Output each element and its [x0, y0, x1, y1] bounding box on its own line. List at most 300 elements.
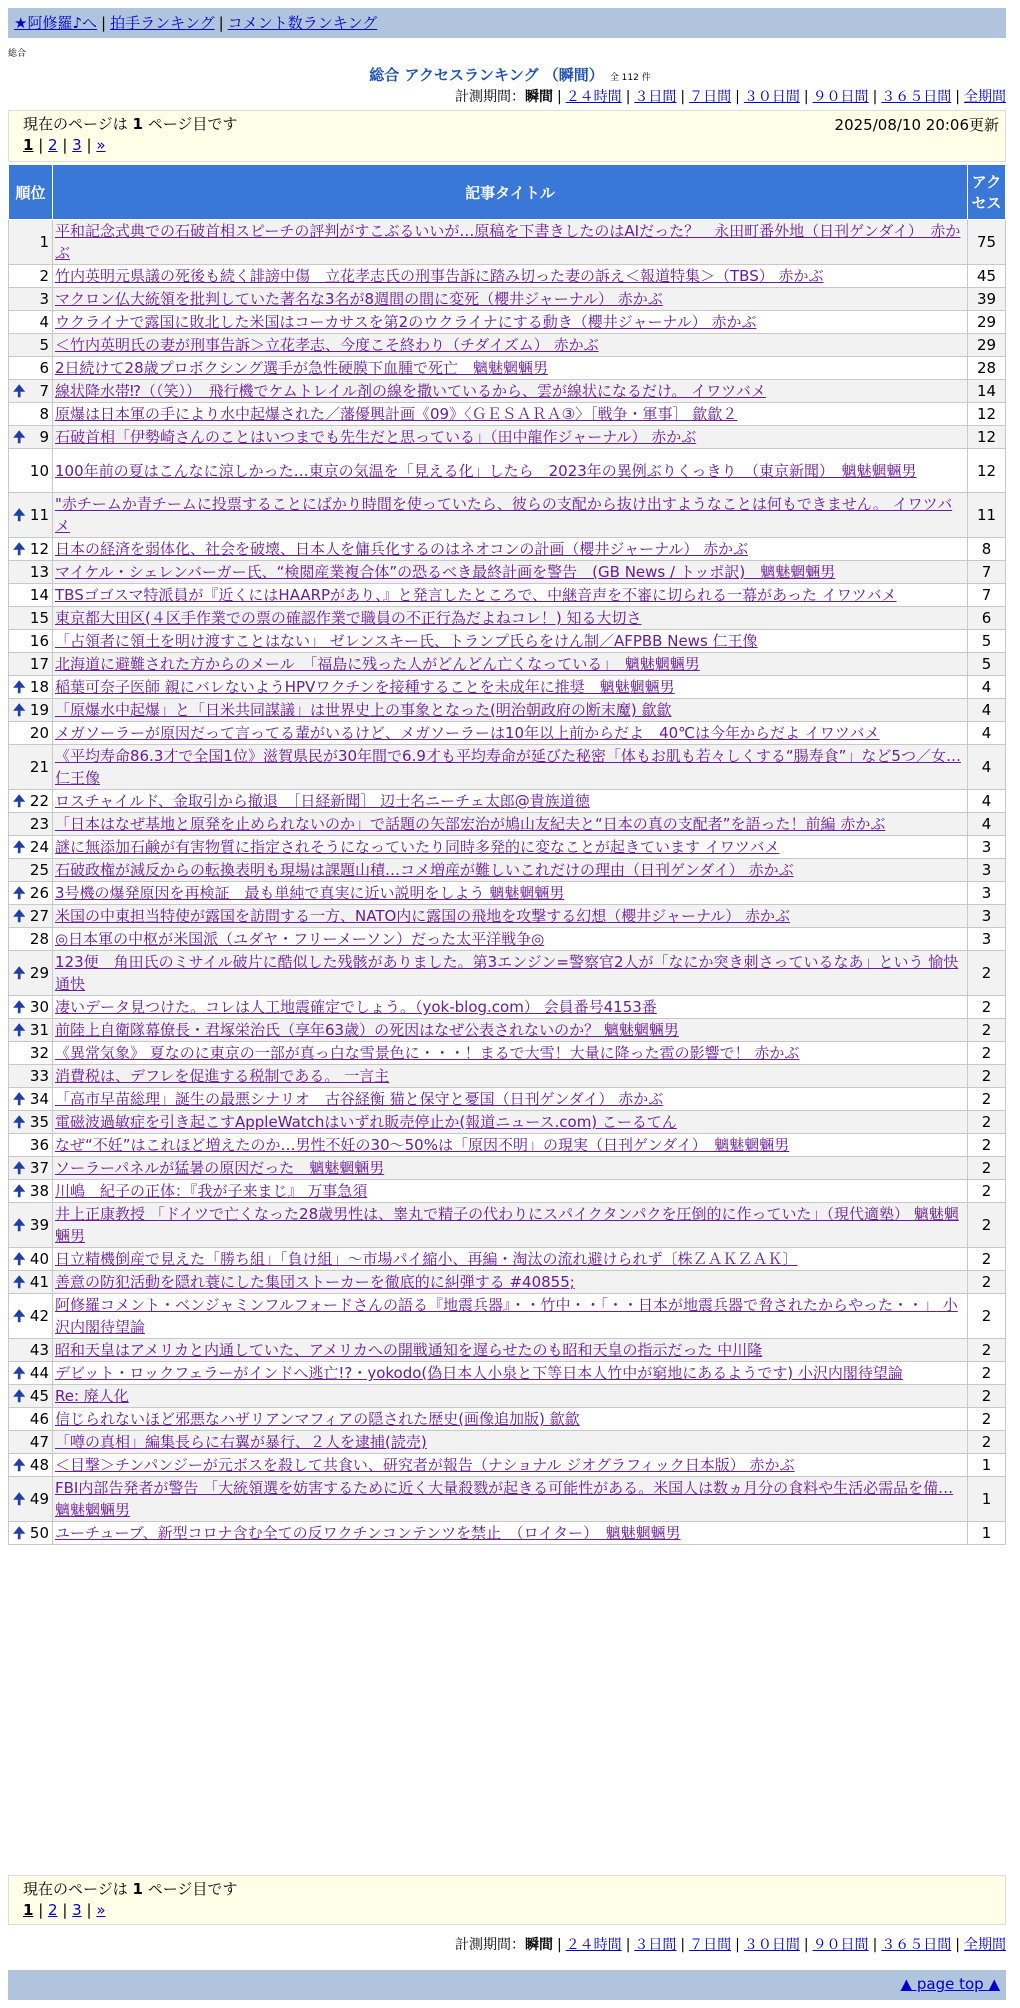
table-row — [9, 607, 1006, 630]
page-link-3[interactable]: 3 — [72, 1901, 82, 1919]
period-separator: | — [803, 1937, 809, 1953]
rank-number: 43 — [29, 1341, 49, 1359]
title-cell — [53, 996, 968, 1019]
article-link[interactable]: メガソーラーが原因だって言ってる輩がいるけど、メガソーラーは10年以上前からだよ 40℃は今年からだよ イワツバメ — [55, 724, 880, 742]
rank-cell — [9, 699, 53, 722]
next-page-link[interactable]: » — [96, 136, 106, 154]
table-row — [9, 1431, 1006, 1454]
table-row — [9, 836, 1006, 859]
article-link[interactable]: 米国の中東担当特使が露国を訪問する一方、NATO内に露国の飛地を攻撃する幻想（櫻井ジャーナル） 赤かぶ — [55, 907, 791, 925]
access-count: 3 — [968, 859, 1006, 882]
title-cell — [53, 1408, 968, 1431]
table-row — [9, 1385, 1006, 1408]
table-row — [9, 311, 1006, 334]
page-link-2[interactable]: 2 — [48, 136, 58, 154]
access-count: 2 — [968, 1431, 1006, 1454]
title-cell — [53, 1157, 968, 1180]
title-cell — [53, 836, 968, 859]
rank-cell — [9, 951, 53, 996]
table-row — [9, 1111, 1006, 1134]
article-link[interactable]: マイケル・シェレンバーガー氏、“検閲産業複合体”の恐るべき最終計画を警告 (GB News / トッポ訳) 魑魅魍魎男 — [55, 563, 836, 581]
period-selector — [455, 86, 1006, 106]
period-label: 計測期間： — [454, 1937, 525, 1953]
home-link[interactable]: ★阿修羅♪へ — [14, 14, 98, 32]
article-link[interactable]: 線状降水帯⁉（（笑）） 飛行機でケムトレイル剤の線を撒いているから、雲が線状になるだけ。 イワツバメ — [55, 382, 766, 400]
title-cell — [53, 1385, 968, 1408]
rank-number: 41 — [29, 1273, 49, 1291]
rank-cell — [9, 1157, 53, 1180]
period-link-0[interactable]: ２４時間 — [565, 1937, 622, 1953]
article-link[interactable]: ＜竹内英明氏の妻が刑事告訴＞立花孝志、今度こそ終わり（チダイズム） 赤かぶ — [55, 336, 599, 354]
article-link[interactable]: 信じられないほど邪悪なハザリアンマフィアの隠された歴史(画像追加版) 歙歙 — [55, 1410, 580, 1428]
up-arrow-icon: 🠉 — [13, 1090, 26, 1108]
rank-number: 8 — [39, 405, 49, 423]
rank-number: 50 — [29, 1524, 49, 1542]
article-link[interactable]: ウクライナで露国に敗北した米国はコーカサスを第2のウクライナにする動き（櫻井ジャーナル） 赤かぶ — [55, 313, 757, 331]
access-count: 3 — [968, 836, 1006, 859]
rank-number: 35 — [29, 1113, 49, 1131]
period-separator: | — [872, 1937, 878, 1953]
table-row — [9, 1362, 1006, 1385]
rank-number: 3 — [39, 290, 49, 308]
title-cell — [53, 403, 968, 426]
title-cell — [53, 699, 968, 722]
article-link[interactable]: 電磁波過敏症を引き起こすAppleWatchはいずれ販売停止か(報道ニュース.com) こーるてん — [55, 1113, 677, 1131]
title-cell — [53, 1271, 968, 1294]
pagination: 1 | 2 | 3 | » — [23, 136, 106, 154]
access-count: 2 — [968, 1111, 1006, 1134]
period-link-2[interactable]: ７日間 — [689, 89, 732, 105]
article-link[interactable]: 123便 角田氏のミサイル破片に酷似した残骸がありました。第3エンジン=警察官2人が「なにか突き刺さっているなあ」という 愉快通快 — [55, 953, 959, 993]
rank-number: 29 — [29, 964, 49, 982]
article-link[interactable]: 100年前の夏はこんなに涼しかった…東京の気温を「見える化」したら 2023年の異例ぶりくっきり （東京新聞） 魑魅魍魎男 — [55, 461, 917, 480]
up-arrow-icon: 🠉 — [13, 1021, 26, 1039]
title-cell — [53, 1180, 968, 1203]
title-cell — [53, 311, 968, 334]
title-cell — [53, 334, 968, 357]
up-arrow-icon: 🠉 — [13, 1490, 26, 1508]
pager-box-bottom — [8, 1875, 1006, 1925]
pager-box-top — [8, 110, 1006, 162]
article-link[interactable]: 石破政権が減反からの転換表明も現場は課題山積…コメ増産が難しいこれだけの理由（日刊ゲンダイ） 赤かぶ — [55, 861, 794, 879]
rank-cell — [9, 607, 53, 630]
title-cell — [53, 630, 968, 653]
rank-cell — [9, 1339, 53, 1362]
period-separator: | — [556, 89, 562, 105]
rank-cell — [9, 836, 53, 859]
rank-cell — [9, 403, 53, 426]
rank-number: 26 — [29, 884, 49, 902]
table-row — [9, 1157, 1006, 1180]
title-cell — [53, 859, 968, 882]
period-label: 計測期間： — [454, 89, 525, 105]
access-count: 29 — [968, 311, 1006, 334]
rank-header: 順位 — [9, 165, 53, 220]
title-cell — [53, 1339, 968, 1362]
category-label: 総合 — [8, 49, 27, 59]
rank-number: 39 — [29, 1216, 49, 1234]
title-cell — [53, 265, 968, 288]
article-link[interactable]: 2日続けて28歳プロボクシング選手が急性硬膜下血腫で死亡 魑魅魍魎男 — [55, 359, 548, 377]
article-link[interactable]: 稲葉可奈子医師 親にバレないようHPVワクチンを接種することを未成年に推奨 魑魅魍魎男 — [55, 678, 675, 696]
article-link[interactable]: なぜ“不妊”はこれほど増えたのか…男性不妊の30～50%は「原因不明」の現実（日刊ゲンダイ） 魑魅魍魎男 — [55, 1136, 790, 1154]
period-separator: | — [680, 89, 686, 105]
rank-cell — [9, 1294, 53, 1339]
rank-cell — [9, 220, 53, 265]
title-cell — [53, 357, 968, 380]
period-current: 瞬間 — [524, 1937, 553, 1953]
up-arrow-icon: 🠉 — [13, 792, 26, 810]
rank-cell — [9, 1408, 53, 1431]
period-separator: | — [556, 1937, 562, 1953]
access-count: 4 — [968, 722, 1006, 745]
access-count: 2 — [968, 1248, 1006, 1271]
period-link-4[interactable]: ９０日間 — [812, 89, 869, 105]
title-cell — [53, 561, 968, 584]
access-count: 45 — [968, 265, 1006, 288]
page-title — [0, 64, 1020, 85]
access-header: アクセス — [968, 165, 1006, 220]
period-current: 瞬間 — [524, 89, 553, 105]
title-cell — [53, 1522, 968, 1545]
access-count: 1 — [968, 1454, 1006, 1477]
title-cell — [53, 538, 968, 561]
article-link[interactable]: 「原爆水中起爆」と「日米共同謀議」は世界史上の事象となった(明治朝政府の断末魔) 歙歙 — [55, 701, 672, 719]
access-count: 2 — [968, 1408, 1006, 1431]
access-count: 2 — [968, 1385, 1006, 1408]
rank-number: 9 — [39, 428, 49, 446]
rank-number: 16 — [29, 632, 49, 650]
table-row — [9, 493, 1006, 538]
article-link[interactable]: 東京都大田区(４区手作業での票の確認作業で職員の不正行為だよねコレ！) 知る大切さ — [55, 609, 642, 627]
table-row — [9, 1180, 1006, 1203]
rank-cell — [9, 813, 53, 836]
rank-number: 30 — [29, 998, 49, 1016]
rank-number: 42 — [29, 1307, 49, 1325]
period-link-5[interactable]: ３６５日間 — [881, 1937, 952, 1953]
table-row — [9, 790, 1006, 813]
rank-number: 6 — [39, 359, 49, 377]
up-arrow-icon: 🠉 — [13, 998, 26, 1016]
rank-number: 7 — [39, 382, 49, 400]
table-row — [9, 1019, 1006, 1042]
article-link[interactable]: 「日本はなぜ基地と原発を止められないのか」で話題の矢部宏治が鳩山友紀夫と“日本の真の支配者”を語った！前編 赤かぶ — [55, 815, 886, 833]
table-row — [9, 676, 1006, 699]
title-cell — [53, 951, 968, 996]
rank-cell — [9, 561, 53, 584]
title-cell — [53, 1042, 968, 1065]
title-cell — [53, 426, 968, 449]
up-arrow-icon: 🠉 — [13, 540, 26, 558]
rank-cell — [9, 928, 53, 951]
access-count: 11 — [968, 493, 1006, 538]
period-separator: | — [955, 89, 960, 105]
up-arrow-icon: 🠉 — [13, 1364, 26, 1382]
rank-cell — [9, 1248, 53, 1271]
article-link[interactable]: TBSゴゴスマ特派員が『近くにはHAARPがあり、』と発言したところで、中継音声を不審に切られる一幕があった イワツバメ — [55, 586, 897, 604]
period-link-6[interactable]: 全期間 — [964, 89, 1006, 105]
access-count: 5 — [968, 653, 1006, 676]
rank-cell — [9, 311, 53, 334]
period-separator: | — [735, 1937, 740, 1953]
rank-number: 40 — [29, 1250, 49, 1268]
article-link[interactable]: ユーチューブ、新型コロナ含む全ての反ワクチンコンテンツを禁止 （ロイター） 魑魅魍魎男 — [55, 1524, 681, 1542]
page-separator: | — [57, 136, 73, 154]
table-row — [9, 1271, 1006, 1294]
period-separator: | — [803, 89, 809, 105]
title-cell — [53, 220, 968, 265]
rank-number: 45 — [29, 1387, 49, 1405]
article-link[interactable]: 《異常気象》 夏なのに東京の一部が真っ白な雪景色に・・・！まるで大雪！大量に降った雹の影響で！ 赤かぶ — [55, 1044, 800, 1062]
up-arrow-icon: 🠉 — [13, 1159, 26, 1177]
access-count: 12 — [968, 449, 1006, 493]
article-link[interactable]: 原爆は日本軍の手により水中起爆された／藩優興計画《09》〈ＧＥＳＡＲＡ③〉［戦争・軍事］ 歙歙２ — [55, 405, 738, 423]
title-cell — [53, 288, 968, 311]
access-count: 2 — [968, 1065, 1006, 1088]
table-row — [9, 1477, 1006, 1522]
article-link[interactable]: 前陸上自衛隊幕僚長・君塚栄治氏（享年63歳）の死因はなぜ公表されないのか？ 魑魅魍魎男 — [55, 1021, 679, 1039]
title-cell — [53, 745, 968, 790]
up-arrow-icon: 🠉 — [13, 1307, 26, 1325]
article-link[interactable]: 消費税は、デフレを促進する税制である。 一言主 — [55, 1067, 390, 1085]
table-row — [9, 334, 1006, 357]
page-top-link[interactable]: ▲ page top ▲ — [900, 1975, 1000, 1993]
article-link[interactable]: 《平均寿命86.3才で全国1位》滋賀県民が30年間で6.9才も平均寿命が延びた秘密「体もお肌も若々しくする“腸寿食”」など5つ／女… 仁王像 — [55, 747, 961, 787]
access-count: 2 — [968, 1339, 1006, 1362]
page-link-3[interactable]: 3 — [72, 136, 82, 154]
access-count: 4 — [968, 676, 1006, 699]
article-link[interactable]: 昭和天皇はアメリカと内通していた、アメリカへの開戦通知を遅らせたのも昭和天皇の指示だった 中川隆 — [55, 1341, 763, 1359]
table-row — [9, 288, 1006, 311]
up-arrow-icon: 🠉 — [13, 1524, 26, 1542]
table-row — [9, 722, 1006, 745]
period-link-1[interactable]: ３日間 — [634, 1937, 677, 1953]
table-row — [9, 1408, 1006, 1431]
rank-cell — [9, 722, 53, 745]
article-link[interactable]: 石破首相「伊勢崎さんのことはいつまでも先生だと思っている」（田中龍作ジャーナル） 赤かぶ — [55, 428, 697, 446]
article-link[interactable]: 阿修羅コメント・ベンジャミンフルフォードさんの語る『地震兵器』・・竹中・・「・・日本が地震兵器で脅されたからやった・・」 小沢内閣待望論 — [55, 1296, 958, 1336]
rank-cell — [9, 426, 53, 449]
rank-number: 19 — [29, 701, 49, 719]
article-link[interactable]: Re: 廃人化 — [55, 1387, 129, 1405]
access-count: 75 — [968, 220, 1006, 265]
period-separator: | — [955, 1937, 960, 1953]
title-cell — [53, 1477, 968, 1522]
rank-cell — [9, 1522, 53, 1545]
title-cell — [53, 1203, 968, 1248]
article-link[interactable]: ロスチャイルド、金取引から撤退 ［日経新聞］ 辺士名ニーチェ太郎@貴族道徳 — [55, 792, 590, 810]
rank-number: 28 — [29, 930, 49, 948]
period-link-3[interactable]: ３０日間 — [743, 1937, 800, 1953]
rank-cell — [9, 653, 53, 676]
period-link-5[interactable]: ３６５日間 — [881, 89, 952, 105]
table-row — [9, 220, 1006, 265]
access-count: 5 — [968, 630, 1006, 653]
article-link[interactable]: 3号機の爆発原因を再検証 最も単純で真実に近い説明をしよう 魑魅魍魎男 — [55, 884, 565, 902]
access-count: 4 — [968, 745, 1006, 790]
table-row — [9, 584, 1006, 607]
access-count: 4 — [968, 790, 1006, 813]
rank-cell — [9, 1362, 53, 1385]
access-count: 29 — [968, 334, 1006, 357]
rank-number: 5 — [39, 336, 49, 354]
rank-number: 18 — [29, 678, 49, 696]
rank-number: 11 — [29, 506, 49, 524]
title-cell — [53, 653, 968, 676]
title-cell — [53, 1065, 968, 1088]
article-link[interactable]: FBI内部告発者が警告 「大統領選を妨害するために近く大量殺戮が起きる可能性がある。米国人は数ヵ月分の食料や生活必需品を備… 魑魅魍魎男 — [55, 1479, 954, 1519]
nav-separator: | — [101, 14, 107, 32]
table-row — [9, 403, 1006, 426]
title-cell — [53, 1019, 968, 1042]
access-count: 39 — [968, 288, 1006, 311]
table-row — [9, 1203, 1006, 1248]
table-row — [9, 1088, 1006, 1111]
rank-number: 2 — [39, 267, 49, 285]
rank-cell — [9, 859, 53, 882]
rank-cell — [9, 380, 53, 403]
clap-ranking-link[interactable]: 拍手ランキング — [110, 14, 215, 32]
article-link[interactable]: デビット・ロックフェラーがインドへ逃亡!?・yokodo(偽日本人小泉と下等日本人竹中が窮地にあるようです) 小沢内閣待望論 — [55, 1364, 903, 1382]
rank-cell — [9, 745, 53, 790]
title-cell — [53, 380, 968, 403]
access-count: 28 — [968, 357, 1006, 380]
article-link[interactable]: ＜目撃＞チンパンジーが元ボスを殺して共食い、研究者が報告（ナショナル ジオグラフィック日本版） 赤かぶ — [55, 1456, 795, 1474]
period-link-0[interactable]: ２４時間 — [565, 89, 622, 105]
rank-number: 48 — [29, 1456, 49, 1474]
up-arrow-icon: 🠉 — [13, 884, 26, 902]
table-row — [9, 882, 1006, 905]
access-count: 1 — [968, 1477, 1006, 1522]
access-count: 8 — [968, 538, 1006, 561]
article-link[interactable]: ソーラーパネルが猛暑の原因だった 魑魅魍魎男 — [55, 1159, 385, 1177]
period-link-1[interactable]: ３日間 — [634, 89, 677, 105]
rank-cell — [9, 1111, 53, 1134]
up-arrow-icon: 🠉 — [13, 1456, 26, 1474]
rank-number: 17 — [29, 655, 49, 673]
rank-cell — [9, 630, 53, 653]
up-arrow-icon: 🠉 — [13, 1250, 26, 1268]
rank-cell — [9, 357, 53, 380]
article-link[interactable]: 日立精機倒産で見えた「勝ち組」「負け組」～市場パイ縮小、再編・淘汰の流れ避けられず〔株ＺＡＫＺＡＫ〕 — [55, 1250, 798, 1268]
access-count: 14 — [968, 380, 1006, 403]
access-count: 12 — [968, 403, 1006, 426]
table-row — [9, 653, 1006, 676]
rank-number: 21 — [29, 758, 49, 776]
up-arrow-icon: 🠉 — [13, 1273, 26, 1291]
access-count: 2 — [968, 1019, 1006, 1042]
table-row — [9, 996, 1006, 1019]
rank-number: 15 — [29, 609, 49, 627]
rank-number: 12 — [29, 540, 49, 558]
rank-cell — [9, 1065, 53, 1088]
article-link[interactable]: 竹内英明元県議の死後も続く誹謗中傷 立花孝志氏の刑事告訴に踏み切った妻の訴え＜報道特集＞（TBS） 赤かぶ — [55, 267, 824, 285]
current-page-text: 現在のページは 1 ページ目です — [23, 1880, 238, 1898]
rank-number: 22 — [29, 792, 49, 810]
article-link[interactable]: 善意の防犯活動を隠れ蓑にした集団ストーカーを徹底的に糾弾する #40855; — [55, 1273, 575, 1291]
rank-cell — [9, 882, 53, 905]
current-page-text: 現在のページは 1 ページ目です — [23, 115, 238, 133]
rank-number: 1 — [39, 233, 49, 251]
next-page-link[interactable]: » — [96, 1901, 106, 1919]
article-link[interactable]: マクロン仏大統領を批判していた著名な3名が8週間の間に変死（櫻井ジャーナル） 赤かぶ — [55, 290, 663, 308]
period-link-6[interactable]: 全期間 — [964, 1937, 1006, 1953]
article-link[interactable]: 「高市早苗総理」誕生の最悪シナリオ 古谷経衡 猫と保守と憂国（日刊ゲンダイ） 赤かぶ — [55, 1090, 664, 1108]
article-link[interactable]: "赤チームか青チームに投票することにばかり時間を使っていたら、彼らの支配から抜け出すようなことは何もできません。 イワツバメ — [55, 495, 953, 535]
access-count: 12 — [968, 426, 1006, 449]
access-count: 2 — [968, 1203, 1006, 1248]
rank-cell — [9, 676, 53, 699]
table-row — [9, 951, 1006, 996]
access-count: 2 — [968, 1157, 1006, 1180]
table-row — [9, 630, 1006, 653]
rank-cell — [9, 1088, 53, 1111]
rank-cell — [9, 1180, 53, 1203]
title-cell — [53, 813, 968, 836]
table-row — [9, 813, 1006, 836]
period-link-4[interactable]: ９０日間 — [812, 1937, 869, 1953]
article-link[interactable]: 井上正康教授 「ドイツで亡くなった28歳男性は、睾丸で精子の代わりにスパイクタンパクを圧倒的に作っていた」（現代適塾） 魑魅魍魎男 — [55, 1205, 959, 1245]
article-link[interactable]: 平和記念式典での石破首相スピーチの評判がすこぶるいいが…原稿を下書きしたのはAIだった？ 永田町番外地（日刊ゲンダイ） 赤かぶ — [55, 222, 961, 262]
title-cell — [53, 790, 968, 813]
title-cell — [53, 676, 968, 699]
page-separator: | — [33, 1901, 49, 1919]
access-count: 1 — [968, 1522, 1006, 1545]
rank-number: 38 — [29, 1182, 49, 1200]
top-nav — [8, 8, 1006, 38]
title-cell — [53, 1362, 968, 1385]
rank-cell — [9, 1454, 53, 1477]
article-link[interactable]: 「噂の真相」編集長らに右翼が暴行、２人を逮捕(読売) — [55, 1433, 427, 1451]
article-link[interactable]: ◎日本軍の中枢が米国派（ユダヤ・フリーメーソン）だった太平洋戦争◎ — [55, 930, 545, 948]
nav-separator: | — [218, 14, 224, 32]
period-link-2[interactable]: ７日間 — [689, 1937, 732, 1953]
up-arrow-icon: 🠉 — [13, 701, 26, 719]
page-separator: | — [33, 136, 49, 154]
article-link[interactable]: 「占領者に領土を明け渡すことはない」 ゼレンスキー氏、トランプ氏らをけん制／AFPBB News 仁王像 — [55, 632, 758, 650]
article-link[interactable]: 日本の経済を弱体化、社会を破壊、日本人を傭兵化するのはネオコンの計画（櫻井ジャーナル） 赤かぶ — [55, 540, 749, 558]
rank-cell — [9, 1019, 53, 1042]
title-cell — [53, 928, 968, 951]
table-row — [9, 1248, 1006, 1271]
title-cell — [53, 1294, 968, 1339]
comment-ranking-link[interactable]: コメント数ランキング — [227, 14, 378, 32]
title-cell — [53, 493, 968, 538]
article-link[interactable]: 凄いデータ見つけた。コレは人工地震確定でしょう。（yok-blog.com） 会員番号4153番 — [55, 998, 657, 1016]
period-link-3[interactable]: ３０日間 — [743, 89, 800, 105]
article-link[interactable]: 謎に無添加石鹸が有害物質に指定されそうになっていたり同時多発的に変なことが起きています イワツバメ — [55, 838, 780, 856]
table-row — [9, 561, 1006, 584]
rank-number: 36 — [29, 1136, 49, 1154]
rank-number: 23 — [29, 815, 49, 833]
rank-cell — [9, 449, 53, 493]
table-row — [9, 1522, 1006, 1545]
table-row — [9, 745, 1006, 790]
page-separator: | — [57, 1901, 73, 1919]
page-current: 1 — [23, 136, 34, 154]
rank-number: 34 — [29, 1090, 49, 1108]
up-arrow-icon: 🠉 — [13, 1182, 26, 1200]
table-row — [9, 538, 1006, 561]
access-count: 3 — [968, 905, 1006, 928]
article-link[interactable]: 北海道に避難された方からのメール 「福島に残った人がどんどん亡くなっている」 魑魅魍魎男 — [55, 655, 700, 673]
page-link-2[interactable]: 2 — [48, 1901, 58, 1919]
article-link[interactable]: 川嶋 紀子の正体：『我が子来まじ』 万事急須 — [55, 1182, 368, 1200]
access-count: 2 — [968, 1180, 1006, 1203]
title-cell — [53, 584, 968, 607]
table-row — [9, 1454, 1006, 1477]
rank-cell — [9, 1134, 53, 1157]
